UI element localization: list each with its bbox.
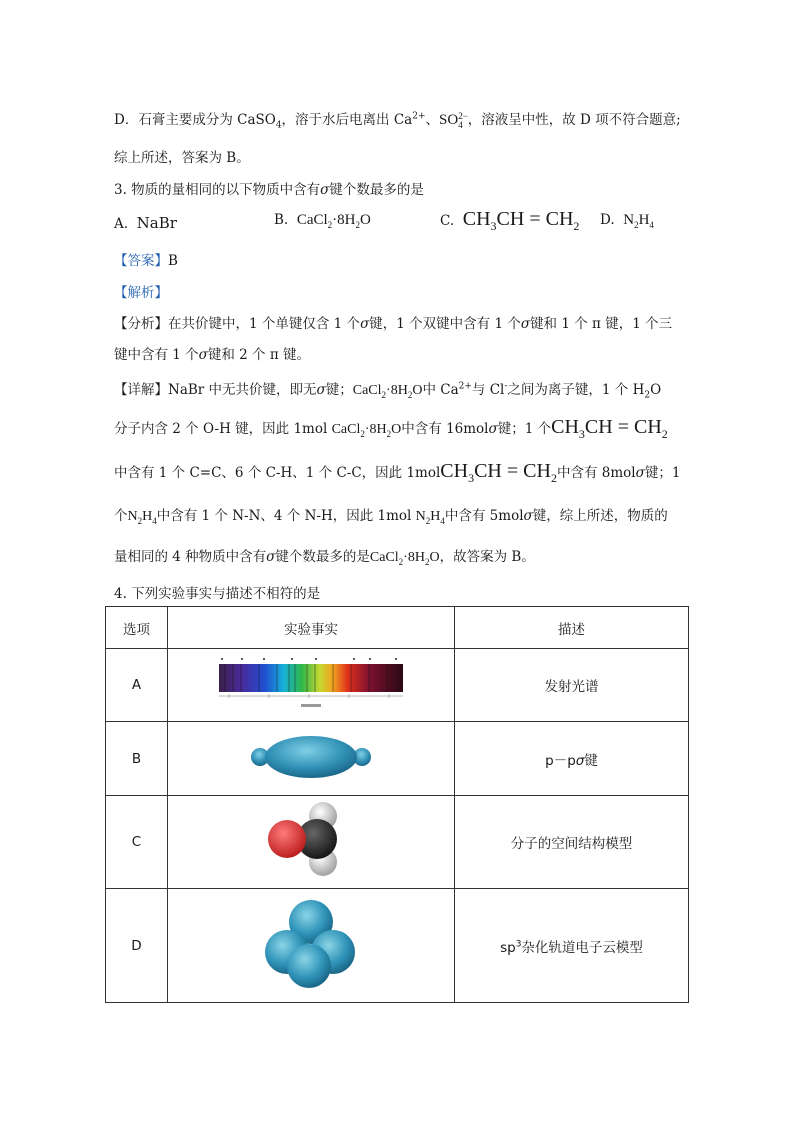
molecule-image-cell	[168, 796, 455, 889]
text: 与 Cl	[471, 382, 505, 398]
text: H	[638, 212, 650, 228]
text: CH	[551, 416, 579, 438]
option-b	[274, 212, 371, 230]
text: sp	[500, 939, 516, 956]
superscript: 2−	[458, 110, 468, 121]
summary-line: 综上所述，答案为 B。	[114, 150, 250, 166]
text: H	[142, 509, 153, 524]
question-4-table	[105, 606, 689, 1003]
text: 在共价键中，1 个单键仅含 1 个	[168, 316, 361, 332]
sigma-symbol: σ	[520, 316, 531, 332]
text: N	[623, 212, 635, 228]
hybrid-orbital-image-cell	[168, 889, 455, 1003]
text: CH	[523, 460, 551, 482]
text: 键中含有 1 个	[114, 347, 199, 363]
formula-cacl2	[353, 383, 423, 398]
text: 键个数最多的是	[329, 182, 424, 198]
text: CH	[545, 208, 574, 230]
text: 中含有 8mol	[556, 465, 636, 481]
text: 键和 1 个 π 键，1 个三	[530, 316, 673, 332]
sigma-symbol: σ	[360, 316, 370, 332]
option-d	[600, 212, 654, 230]
row-desc	[455, 889, 689, 1003]
text: 个	[114, 508, 128, 524]
p-p-sigma-orbital-image	[246, 732, 376, 782]
superscript: 3	[515, 939, 522, 949]
formula-n2h4	[416, 509, 445, 524]
text: ，溶于水后电离出 Ca	[281, 112, 413, 128]
text: 键个数最多的是	[275, 549, 370, 565]
sulfate-formula	[439, 112, 468, 128]
option-text: NaBr	[136, 214, 177, 232]
subscript: 4	[649, 220, 654, 230]
text: D．石膏主要成分为 CaSO	[114, 112, 276, 128]
option-c	[440, 208, 579, 234]
text: 分子内含 2 个 O-H 键，因此 1mol	[114, 421, 332, 437]
subscript: 2	[360, 428, 365, 439]
answer-line	[114, 249, 178, 269]
analysis-label: 【解析】	[114, 285, 168, 301]
option-letter: A.	[114, 216, 129, 232]
text: CaCl	[296, 212, 328, 228]
text: 键；1	[644, 465, 681, 481]
subscript: 2	[424, 556, 430, 567]
text: 中 Ca	[422, 382, 459, 398]
sigma-symbol: σ	[320, 182, 330, 198]
question-3-stem	[114, 178, 424, 198]
subscript: 4	[458, 119, 463, 130]
text: ，溶液呈中性，故 D 项不符合题意;	[467, 112, 681, 128]
spectrum-image-cell	[168, 649, 455, 722]
row-option: B	[106, 722, 168, 796]
text: ·	[403, 550, 408, 565]
subscript: 2	[407, 389, 413, 400]
table-row	[106, 722, 689, 796]
sigma-symbol: σ	[266, 549, 276, 565]
subscript: 4	[152, 515, 157, 526]
text: ·	[332, 212, 338, 228]
text: ·	[386, 383, 391, 398]
option-letter: B.	[274, 212, 289, 228]
sigma-symbol: σ	[488, 421, 498, 437]
subscript: 4	[440, 515, 445, 526]
sigma-symbol: σ	[316, 382, 326, 398]
row-option: C	[106, 796, 168, 889]
subscript: 2	[386, 428, 392, 439]
subscript: 2	[137, 515, 143, 526]
xiangjie-line-4	[114, 504, 668, 526]
text: CH	[440, 460, 469, 482]
superscript: 2+	[458, 381, 472, 392]
option-d-explanation	[114, 108, 681, 131]
text: ·	[364, 422, 370, 437]
text: 8H	[407, 550, 425, 565]
formula-cacl2	[370, 550, 440, 565]
text: N	[127, 509, 138, 524]
text: p－p	[545, 752, 576, 769]
text: CH	[474, 460, 502, 482]
text: 量相同的 4 种物质中含有	[114, 549, 267, 565]
text: 3. 物质的量相同的以下物质中含有	[114, 182, 321, 198]
text: CaCl	[369, 550, 399, 565]
text: 键，综上所述，物质的	[532, 508, 668, 524]
subscript: 2	[425, 515, 431, 526]
formaldehyde-model-image	[261, 800, 361, 880]
formula-n2h4	[128, 509, 157, 524]
text: O	[650, 382, 662, 398]
text: NaBr 中无共价键，即无	[168, 382, 317, 398]
header-fact: 实验事实	[168, 607, 455, 649]
text: O	[412, 383, 423, 398]
row-desc: 发射光谱	[455, 649, 689, 722]
subscript: 4	[275, 120, 282, 131]
text: 中含有 1 个 C=C、6 个 C-H、1 个 C-C，因此 1mol	[114, 465, 441, 481]
text: O	[391, 422, 402, 437]
text: =	[612, 416, 634, 438]
subscript: 2	[381, 389, 387, 400]
text: ，故答案为 B。	[439, 549, 535, 565]
subscript: 2	[550, 471, 557, 485]
text: CaCl	[331, 422, 361, 437]
fenxi-line-2	[114, 343, 310, 363]
row-desc: 分子的空间结构模型	[455, 796, 689, 889]
table-row	[106, 649, 689, 722]
option-formula	[462, 208, 580, 233]
text: 键；	[325, 382, 353, 398]
fenxi-label: 【分析】	[114, 316, 168, 332]
text: O	[360, 212, 371, 228]
subscript: 3	[578, 427, 585, 441]
text: 中含有 1 个 N-N、4 个 N-H，因此 1mol	[156, 508, 416, 524]
xiangjie-line-3	[114, 460, 680, 486]
header-desc: 描述	[455, 607, 689, 649]
spectrum-tick-labels	[221, 658, 397, 660]
xiangjie-line-1	[114, 378, 661, 401]
text: =	[501, 460, 524, 482]
text: CH	[584, 416, 613, 438]
option-letter: D.	[600, 212, 615, 228]
text: CaCl	[352, 383, 382, 398]
sigma-symbol: σ	[198, 347, 208, 363]
orbital-image-cell	[168, 722, 455, 796]
superscript: -	[504, 381, 508, 392]
text: 8H	[369, 422, 387, 437]
header-option: 选项	[106, 607, 168, 649]
xiangjie-label: 【详解】	[114, 382, 168, 398]
subscript: 3	[468, 471, 475, 485]
fenxi-line-1	[114, 312, 672, 332]
formula-propene	[551, 416, 668, 441]
superscript: 2+	[412, 111, 426, 122]
sigma-symbol: σ	[635, 465, 645, 481]
answer-tag: 【答案】	[114, 253, 168, 269]
subscript: 2	[644, 390, 651, 401]
option-a	[114, 214, 177, 232]
subscript: 2	[573, 219, 580, 233]
xiangjie-line-5	[114, 545, 535, 567]
text: 中含有 16mol	[401, 421, 489, 437]
text: 键，1 个双键中含有 1 个	[369, 316, 521, 332]
option-formula	[623, 212, 654, 228]
text: SO	[439, 112, 459, 128]
table-row	[106, 796, 689, 889]
text: CH	[496, 208, 525, 230]
text: 8H	[337, 212, 356, 228]
subscript: 3	[490, 219, 497, 233]
analysis-tag	[114, 281, 168, 301]
sigma-symbol: σ	[575, 752, 585, 769]
option-formula	[297, 212, 371, 228]
sigma-symbol: σ	[523, 508, 533, 524]
text: 中含有 5mol	[444, 508, 524, 524]
subscript: 2	[398, 556, 404, 567]
text: H	[430, 509, 441, 524]
text: CH	[633, 416, 662, 438]
text: 键；1 个	[497, 421, 552, 437]
row-option: A	[106, 649, 168, 722]
text: 之间为离子键，1 个 H	[507, 382, 645, 398]
text: 、	[425, 112, 439, 128]
subscript: 2	[355, 220, 360, 230]
subscript: 2	[634, 220, 639, 230]
text: 键	[584, 752, 598, 769]
subscript: 2	[327, 220, 333, 230]
row-desc	[455, 722, 689, 796]
emission-spectrum-image	[211, 654, 411, 712]
xiangjie-line-2	[114, 416, 668, 442]
text: N	[415, 509, 426, 524]
row-option: D	[106, 889, 168, 1003]
answer-value: B	[168, 253, 178, 269]
question-4-stem: 4. 下列实验事实与描述不相符的是	[114, 586, 321, 602]
text: CH	[462, 208, 491, 230]
formula-cacl2	[332, 422, 402, 437]
text: O	[429, 550, 440, 565]
text: =	[524, 208, 546, 230]
option-letter: C.	[440, 213, 455, 229]
table-row	[106, 889, 689, 1003]
subscript: 2	[661, 427, 668, 441]
text: 键和 2 个 π 键。	[207, 347, 311, 363]
formula-propene	[440, 460, 557, 485]
sp3-orbital-model-image	[261, 894, 361, 994]
text: 杂化轨道电子云模型	[521, 939, 643, 956]
text: 8H	[390, 383, 408, 398]
table-header-row	[106, 607, 689, 649]
